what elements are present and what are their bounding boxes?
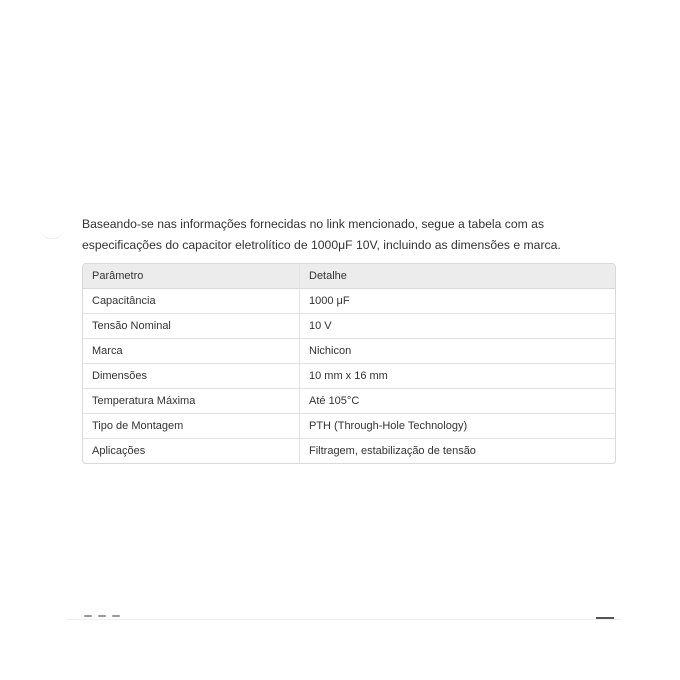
- toolbar-icon[interactable]: [112, 615, 120, 617]
- footer-toolbar-icons: [84, 615, 120, 617]
- column-header-detalhe: Detalhe: [300, 264, 615, 289]
- table-cell-detalhe: Filtragem, estabilização de tensão: [309, 445, 476, 457]
- toolbar-icon[interactable]: [98, 615, 106, 617]
- assistant-message: [82, 214, 618, 464]
- footer-action-icon[interactable]: [596, 617, 614, 619]
- message-intro-text: Baseando-se nas informações fornecidas no link mencionado, segue a tabela com as especificações do capacitor eletrolítico de 1000μF 10V, incluindo as dimensões e marca.: [82, 217, 561, 252]
- table-row: [83, 364, 615, 389]
- toolbar-icon[interactable]: [84, 615, 92, 617]
- table-cell-detalhe: 1000 μF: [300, 289, 615, 314]
- table-cell-parametro: Marca: [83, 339, 300, 364]
- table-row: [83, 389, 615, 414]
- table-cell-parametro: Temperatura Máxima: [83, 389, 300, 414]
- table-header-row: [83, 264, 615, 289]
- table-cell-detalhe: Nichicon: [300, 339, 615, 364]
- table-cell-parametro: Tensão Nominal: [83, 314, 300, 339]
- table-cell-parametro: Aplicações: [83, 439, 300, 463]
- table-row: [83, 439, 615, 463]
- table-row: [83, 414, 615, 439]
- column-header-parametro: Parâmetro: [83, 264, 300, 289]
- footer-divider: [66, 619, 622, 620]
- table-cell-parametro: Dimensões: [83, 364, 300, 389]
- table-cell-parametro: Capacitância: [83, 289, 300, 314]
- table-cell-detalhe: 10 mm x 16 mm: [300, 364, 615, 389]
- table-row: [83, 339, 615, 364]
- table-cell-parametro: Tipo de Montagem: [83, 414, 300, 439]
- assistant-avatar: [40, 228, 64, 239]
- table-row: [83, 289, 615, 314]
- table-row: [83, 314, 615, 339]
- table-cell-detalhe: PTH (Through-Hole Technology): [300, 414, 615, 439]
- specifications-table: [82, 263, 616, 464]
- table-cell-detalhe: Até 105°C: [300, 389, 615, 414]
- table-cell-detalhe: 10 V: [300, 314, 615, 339]
